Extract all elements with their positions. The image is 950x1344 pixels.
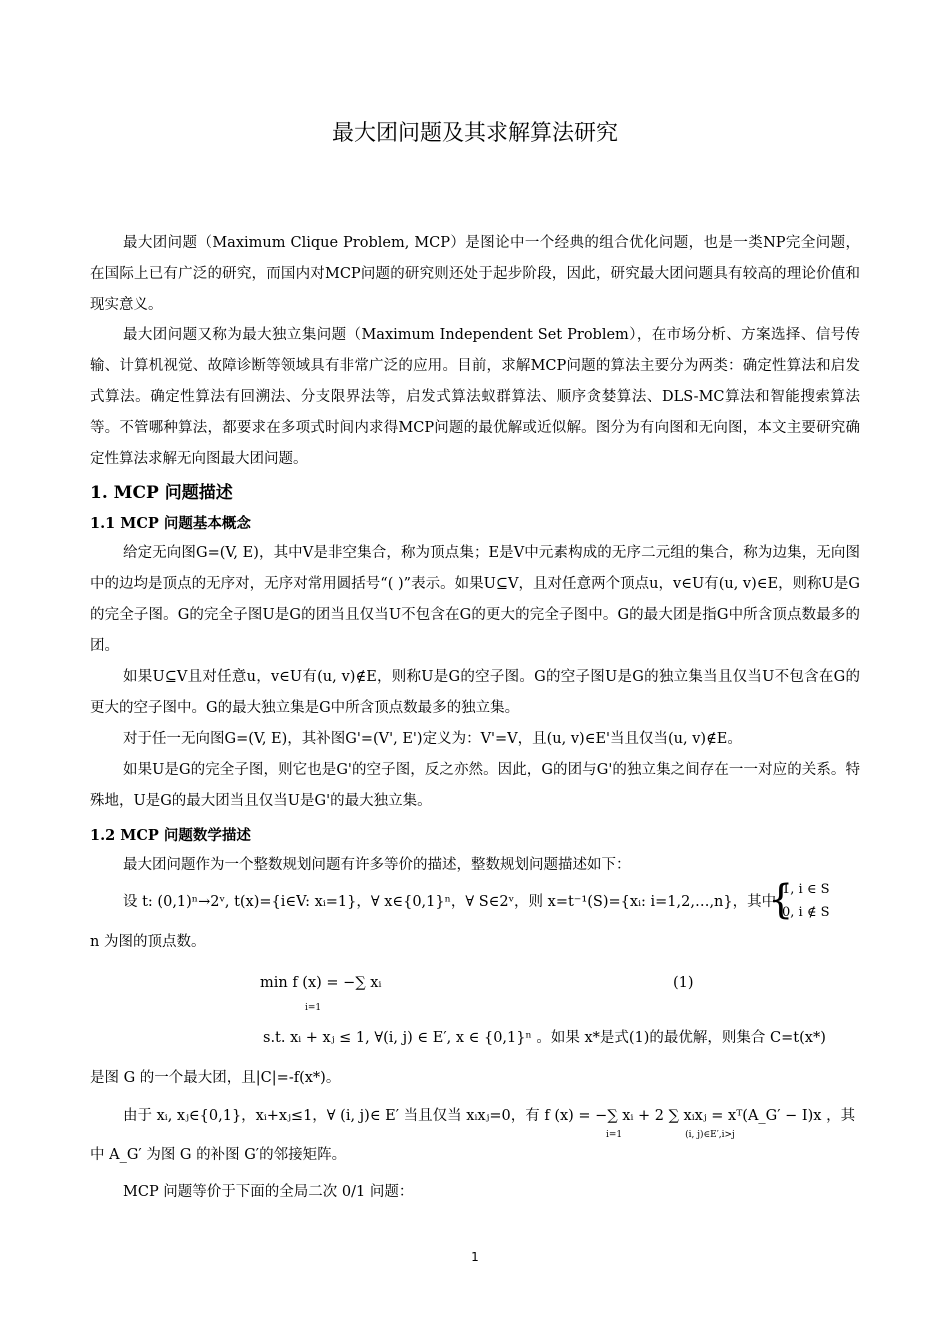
quadratic-problem-intro: MCP 问题等价于下面的全局二次 0/1 问题：: [123, 1184, 414, 1200]
adjacency-matrix-note: 中 A_G′ 为图 G 的补图 G′的邻接矩阵。: [90, 1147, 347, 1163]
objective-sum-index: i=1: [305, 1003, 322, 1013]
vertex-count-note: n 为图的顶点数。: [90, 934, 206, 950]
section-heading-1-1: 1.1 MCP 问题基本概念: [90, 515, 251, 532]
definition-paragraph-independent-set: 如果U⊆V且对任意u，v∈U有(u, v)∉E，则称U是G的空子图。G的空子图U是G的独立集当且仅当U不包含在G的更大的空子图中。G的最大独立集是G中所含顶点数最多的独立集。: [90, 669, 860, 716]
cases-brace: {: [768, 877, 794, 923]
definition-paragraph-clique: 给定无向图G=(V, E)，其中V是非空集合，称为顶点集；E是V中元素构成的无序二元组的集合，称为边集，无向图中的边均是顶点的无序对，无序对常用圆括号“( )”表示。如果U⊆V，且对任意两个顶点u，v∈U有(u, v)∈E，则称U是G的完全子图。G的完全子图U是G的团当且仅当U不包含在G的更大的完全子图中。G的最大团是指G中所含顶点数最多的团。: [90, 545, 860, 654]
definition-paragraph-complement: 对于任一无向图G=(V, E)，其补图G'=(V', E')定义为：V'=V，且(u, v)∈E'当且仅当(u, v)∉E。: [123, 731, 742, 747]
section-heading-1-2: 1.2 MCP 问题数学描述: [90, 827, 251, 844]
section-heading-1: 1. MCP 问题描述: [90, 483, 233, 503]
equation-number: (1): [673, 975, 694, 991]
paper-title: 最大团问题及其求解算法研究: [331, 121, 618, 146]
maximum-clique-conclusion: 是图 G 的一个最大团，且|C|=-f(x*)。: [90, 1070, 341, 1086]
objective-function: min f (x) = −∑ xᵢ: [260, 975, 382, 991]
mapping-definition: 设 t: (0,1)ⁿ→2ᵛ, t(x)={i∈V: xᵢ=1}，∀ x∈{0,1}ⁿ，∀ S∈2ᵛ，则 x=t⁻¹(S)={xᵢ: i=1,2,…,n}，其中: [123, 894, 777, 910]
case-in-set: 1, i ∈ S: [782, 882, 830, 897]
derivation-sum-indices: i=1 (i, j)∈E′,i>j: [606, 1130, 735, 1140]
intro-paragraph-1: 最大团问题（Maximum Clique Problem, MCP）是图论中一个经典的组合优化问题，也是一类NP完全问题，在国际上已有广泛的研究，而国内对MCP问题的研究则还处于起步阶段，因此，研究最大团问题具有较高的理论价值和现实意义。: [90, 235, 860, 313]
case-not-in-set: 0, i ∉ S: [782, 905, 830, 920]
relation-paragraph: 如果U是G的完全子图，则它也是G'的空子图，反之亦然。因此，G的团与G'的独立集之间存在一一对应的关系。特殊地，U是G的最大团当且仅当U是G'的最大独立集。: [90, 762, 860, 809]
page-number: 1: [471, 1250, 479, 1264]
integer-programming-intro: 最大团问题作为一个整数规划问题有许多等价的描述，整数规划问题描述如下：: [123, 857, 631, 873]
quadratic-derivation: 由于 xᵢ, xⱼ∈{0,1}，xᵢ+xⱼ≤1，∀ (i, j)∈ E′ 当且仅当 xᵢxⱼ=0，有 f (x) = −∑ xᵢ + 2 ∑ xᵢxⱼ = xᵀ(A_G′ − I)x ，其: [123, 1108, 856, 1124]
intro-paragraph-2: 最大团问题又称为最大独立集问题（Maximum Independent Set Problem），在市场分析、方案选择、信号传输、计算机视觉、故障诊断等领域具有非常广泛的应用。目前，求解MCP问题的算法主要分为两类：确定性算法和启发式算法。确定性算法有回溯法、分支限界法等，启发式算法蚁群算法、顺序贪婪算法、DLS-MC算法和智能搜索算法等。不管哪种算法，都要求在多项式时间内求得MCP问题的最优解或近似解。图分为有向图和无向图，本文主要研究确定性算法求解无向图最大团问题。: [90, 327, 860, 467]
constraint-line: s.t. xᵢ + xⱼ ≤ 1, ∀(i, j) ∈ E′, x ∈ {0,1}ⁿ 。如果 x*是式(1)的最优解，则集合 C=t(x*): [263, 1030, 826, 1046]
